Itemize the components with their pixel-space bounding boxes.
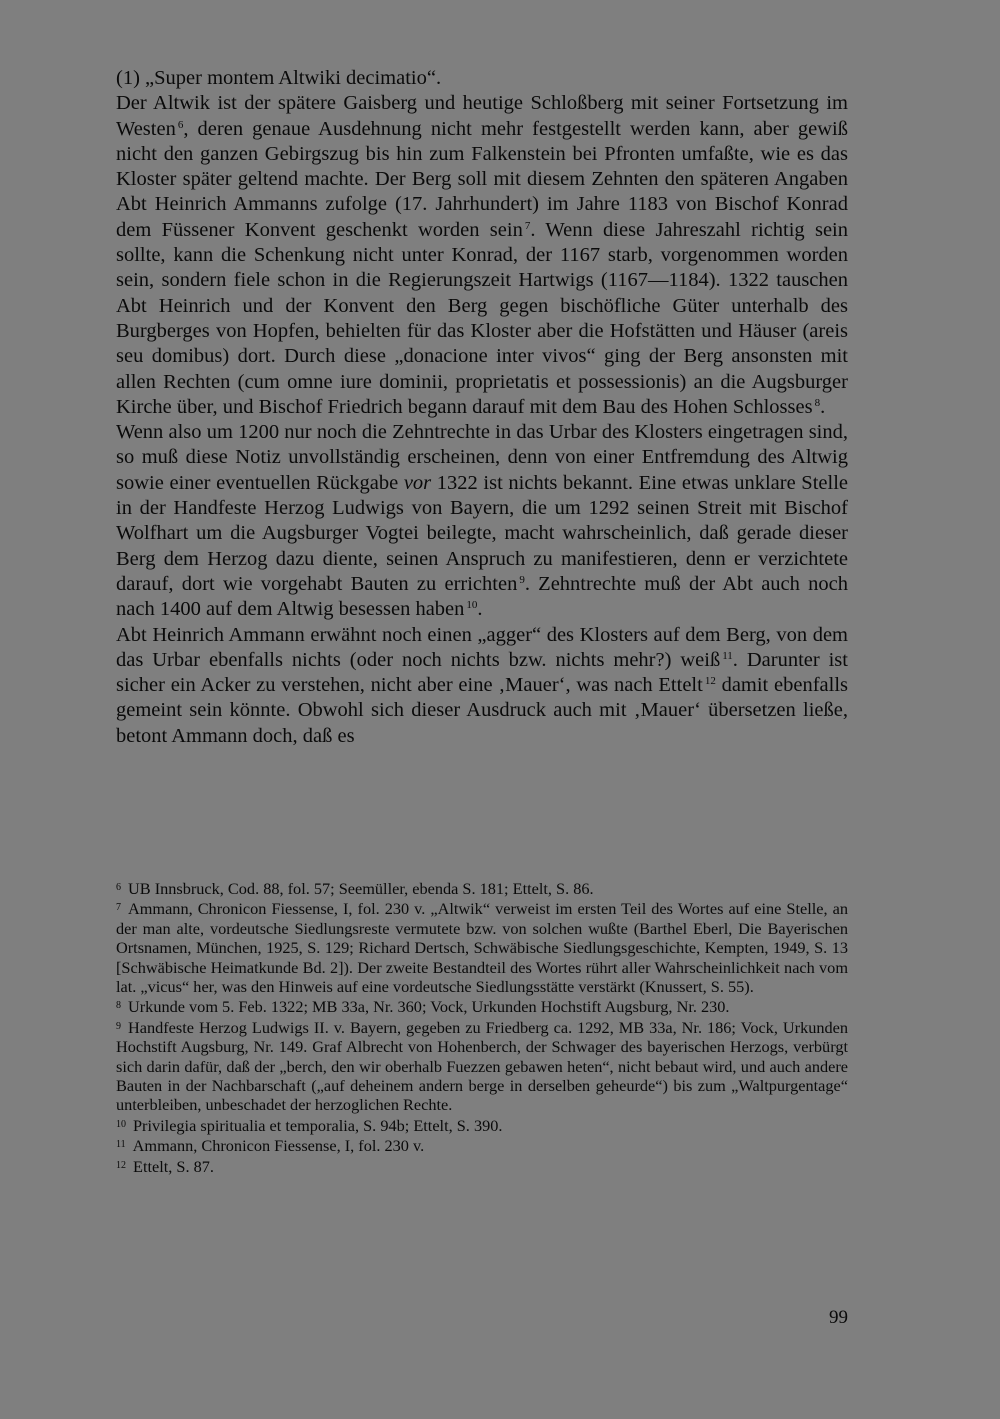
text-run: . Darunter ist sicher ein Acker zu verstehen, nicht aber eine ‚Mauer‘, was nach Ettelt	[116, 648, 848, 697]
paragraph	[116, 623, 848, 749]
footnote	[116, 1156, 848, 1176]
footnote-text: Ammann, Chronicon Fiessense, I, fol. 230 v.	[132, 1136, 425, 1156]
paragraph	[116, 91, 848, 420]
footnote-number: 10	[116, 1118, 126, 1130]
text-run: damit ebenfalls gemeint sein könnte. Obwohl sich dieser Ausdruck auch mit ‚Mauer‘ übersetzen ließe, betont Ammann doch, daß es	[116, 674, 848, 747]
footnote-ref: 11	[722, 649, 733, 662]
text-run: .	[820, 395, 826, 418]
footnote-text: Ettelt, S. 87.	[133, 1156, 214, 1176]
footnote-text: Handfeste Herzog Ludwigs II. v. Bayern, gegeben zu Friedberg ca. 1292, MB 33a, Nr. 186; Vock, Urkunden Hochstift Augsburg, Nr. 149. Graf Albrecht von Hohenberch, der Schwager des bayerischen Herzogs, verbürgt sich darin dafür, daß der „berch, den wir oberhalb Fuezzen gebawen heten“, nicht bebaut wird, und auch andere Bauten in der Nachbarschaft („auf deheinem andern berge in derselben geheurde“) bis zum „Waltpurgentage“ unterbleiben, unbeschadet der herzoglichen Rechte.	[116, 1017, 848, 1115]
footnote-number: 6	[116, 882, 121, 893]
footnote-number: 12	[116, 1159, 126, 1171]
footnotes	[116, 878, 848, 1176]
text-run: 1322 ist nichts bekannt. Eine etwas unklare Stelle in der Handfeste Herzog Ludwigs von Bayern, die um 1292 seinen Streit mit Bischof Wolfhart um die Augsburger Vogtei beilegte, macht wahrscheinlich, daß gerade dieser Berg dem Herzog dazu diente, seinen Anspruch zu manifestieren, denn er verzichtete darauf, dort wie vorgehabt Bauten zu errichten	[116, 471, 848, 595]
footnote-ref: 12	[704, 675, 716, 688]
footnote-text: Urkunde vom 5. Feb. 1322; MB 33a, Nr. 360; Vock, Urkunden Hochstift Augsburg, Nr. 230.	[128, 997, 730, 1017]
footnote-number: 8	[116, 1000, 121, 1012]
footnote-ref: 10	[466, 599, 478, 612]
text-run: .	[477, 598, 483, 621]
footnote-ref: 7	[524, 219, 531, 232]
footnote	[116, 878, 848, 898]
footnote-text: UB Innsbruck, Cod. 88, fol. 57; Seemüller, ebenda S. 181; Ettelt, S. 86.	[128, 879, 594, 898]
section-heading: (1) „Super montem Altwiki decimatio“.	[116, 67, 442, 89]
footnote-text: Ammann, Chronicon Fiessense, I, fol. 230 v. „Altwik“ verweist im ersten Teil des Wortes auf eine Stelle, an der man alte, vordeutsche Siedlungsreste vermutete bzw. von solchen wußte (Barthel Eberl, Die Bayerischen Ortsnamen, München, 1925, S. 129; Richard Dertsch, Schwäbische Siedlungsgeschichte, Kempten, 1949, S. 13 [Schwäbische Heimatkunde Bd. 2]). Der zweite Bestandteil des Wortes rührt aller Wahrscheinlichkeit nach vom lat. „vicus“ her, was den Hinweis auf eine vordeutsche Siedlungsstätte verstärkt (Knussert, S. 55).	[116, 899, 848, 997]
footnote-ref: 8	[814, 396, 821, 409]
footnote	[116, 996, 848, 1016]
footnote	[116, 1135, 848, 1155]
footnote-number: 7	[116, 902, 121, 914]
page-number: 99	[829, 1307, 848, 1328]
text-run: , deren genaue Ausdehnung nicht mehr festgestellt werden kann, aber gewiß nicht den ganzen Gebirgszug bis hin zum Falkenstein bei Pfronten umfaßte, wie es das Kloster später geltend machte. Der Berg soll mit diesem Zehnten den späteren Angaben Abt Heinrich Ammanns zufolge (17. Jahrhundert) im Jahre 1183 von Bischof Konrad dem Füssener Konvent geschenkt worden sein	[116, 117, 848, 241]
text-run: Der Altwik ist der spätere Gaisberg und heutige Schloßberg mit seiner Fortsetzung im Westen	[116, 92, 848, 140]
emphasis: vor	[403, 471, 432, 494]
paragraph	[116, 420, 848, 622]
footnote	[116, 1017, 848, 1115]
text-run: Abt Heinrich Ammann erwähnt noch einen „agger“ des Klosters auf dem Berg, von dem das Urbar ebenfalls nichts (oder noch nichts bzw. nichts mehr?) weiß	[116, 623, 848, 671]
footnote-ref: 6	[177, 118, 184, 131]
text-run: . Zehntrechte muß der Abt auch noch nach 1400 auf dem Altwig besessen haben	[116, 572, 848, 621]
main-text	[116, 66, 848, 749]
footnote-ref: 9	[519, 573, 525, 586]
footnote-text: Privilegia spiritualia et temporalia, S. 94b; Ettelt, S. 390.	[133, 1115, 503, 1135]
footnote-number: 9	[116, 1020, 121, 1032]
footnote	[116, 898, 848, 996]
text-run: Wenn also um 1200 nur noch die Zehntrechte in das Urbar des Klosters eingetragen sind, so muß diese Notiz unvollständig erscheinen, denn von einer Entfremdung des Altwig sowie einer eventuellen Rückgabe	[116, 421, 848, 494]
text-run: . Wenn diese Jahreszahl richtig sein sollte, kann die Schenkung nicht unter Konrad, der 1167 starb, vorgenommen worden sein, sondern fiele schon in die Regierungszeit Hartwigs (1167—1184). 1322 tauschen Abt Heinrich und der Konvent den Berg gegen bischöfliche Güter unterhalb des Burgberges von Hopfen, behielten für das Kloster aber die Hofstätten und Häuser (areis seu domibus) dort. Durch diese „donacione inter vivos“ ging der Berg ansonsten mit allen Rechten (cum omne iure dominii, proprietatis et possessionis) an die Augsburger Kirche über, und Bischof Friedrich begann darauf mit dem Bau des Hohen Schlosses	[116, 218, 848, 418]
footnote-number: 11	[116, 1139, 126, 1151]
footnote	[116, 1115, 848, 1135]
